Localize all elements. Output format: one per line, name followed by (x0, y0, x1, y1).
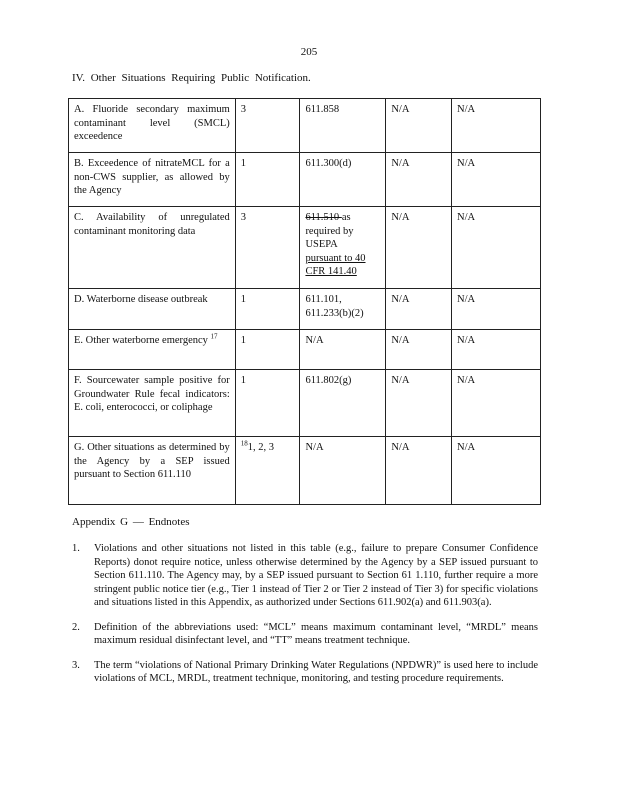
endnote-number: 2. (72, 621, 80, 633)
citation-cell: 611.802(g) (300, 370, 386, 437)
tier-cell: 1 (235, 330, 300, 370)
notification-table (68, 98, 541, 505)
na-cell: N/A (386, 370, 452, 437)
endnote-number: 3. (72, 659, 80, 671)
footnote-marker: 18 (240, 439, 248, 448)
endnote-number: 1. (72, 543, 80, 554)
na-cell: N/A (452, 99, 541, 153)
na-cell: N/A (386, 153, 452, 207)
na-cell: N/A (386, 437, 452, 505)
citation-cell: 611.101, 611.233(b)(2) (300, 289, 386, 330)
table-row (69, 437, 541, 505)
endnote-item (72, 621, 538, 648)
na-cell: N/A (452, 153, 541, 207)
na-cell: N/A (452, 437, 541, 505)
table-row (69, 207, 541, 289)
appendix-title: Appendix G — Endnotes (72, 516, 190, 528)
na-cell: N/A (452, 207, 541, 289)
table-row (69, 99, 541, 153)
citation-text: as required by USEPA (305, 212, 354, 250)
situation-cell: D. Waterborne disease outbreak (69, 289, 236, 330)
citation-cell: 611.300(d) (300, 153, 386, 207)
na-cell: N/A (452, 289, 541, 330)
endnote-text: Definition of the abbreviations used: “MCL” means maximum contaminant level, “MRDL” means maximum residual disinfectant level, and “TT” means treatment technique. (94, 621, 538, 646)
situation-cell (69, 330, 236, 370)
tier-cell: 1 (235, 289, 300, 330)
footnote-marker: 17 (210, 332, 218, 341)
citation-cell (300, 207, 386, 289)
citation-cell: N/A (300, 330, 386, 370)
tier-cell: 3 (235, 207, 300, 289)
situation-text: E. Other waterborne emergency (74, 335, 208, 346)
situation-cell: B. Exceedence of nitrateMCL for a non-CWS supplier, as allowed by the Agency (69, 153, 236, 207)
na-cell: N/A (386, 99, 452, 153)
na-cell: N/A (452, 330, 541, 370)
endnote-text: Violations and other situations not listed in this table (e.g., failure to prepare Consumer Confidence Reports) donot require notice, unless otherwise determined by the Agency by a SEP issued pursuant to Section 611.110. The Agency may, by a SEP issued pursuant to Section 61 1.110, further require a more stringent public notice tier (e.g., Tier 1 instead of Tier 2 or Tier 2 instead of Tier 3) for specific violations and situations listed in this Appendix, as authorized under Sections 611.902(a) and 611.903(a). (94, 543, 538, 608)
na-cell: N/A (452, 370, 541, 437)
underlined-citation: pursuant to 40 CFR 141.40 (305, 252, 366, 277)
na-cell: N/A (386, 207, 452, 289)
table-row (69, 289, 541, 330)
table-row (69, 153, 541, 207)
na-cell: N/A (386, 289, 452, 330)
situation-cell: C. Availability of unregulated contaminant monitoring data (69, 207, 236, 289)
struck-citation: 611.510 (305, 212, 342, 223)
page-number: 205 (300, 46, 318, 58)
endnote-text: The term “violations of National Primary Drinking Water Regulations (NPDWR)” is used here to include violations of MCL, MRDL, treatment technique, monitoring, and testing procedure requirements. (94, 659, 538, 684)
situation-cell: F. Sourcewater sample positive for Groundwater Rule fecal indicators: E. coli, enterococci, or coliphage (69, 370, 236, 437)
tier-cell: 3 (235, 99, 300, 153)
table-row (69, 370, 541, 437)
tier-text: 1, 2, 3 (247, 442, 275, 453)
situation-cell: G. Other situations as determined by the Agency by a SEP issued pursuant to Section 611.110 (69, 437, 236, 505)
tier-cell: 1 (235, 370, 300, 437)
endnote-item (72, 659, 538, 686)
citation-cell: 611.858 (300, 99, 386, 153)
citation-cell: N/A (300, 437, 386, 505)
endnote-item (72, 542, 538, 610)
tier-cell (235, 437, 300, 505)
na-cell: N/A (386, 330, 452, 370)
endnotes-list (72, 542, 538, 697)
section-heading: IV. Other Situations Requiring Public Notification. (72, 72, 311, 84)
table-row (69, 330, 541, 370)
tier-cell: 1 (235, 153, 300, 207)
situation-cell: A. Fluoride secondary maximum contaminant level (SMCL) exceedence (69, 99, 236, 153)
